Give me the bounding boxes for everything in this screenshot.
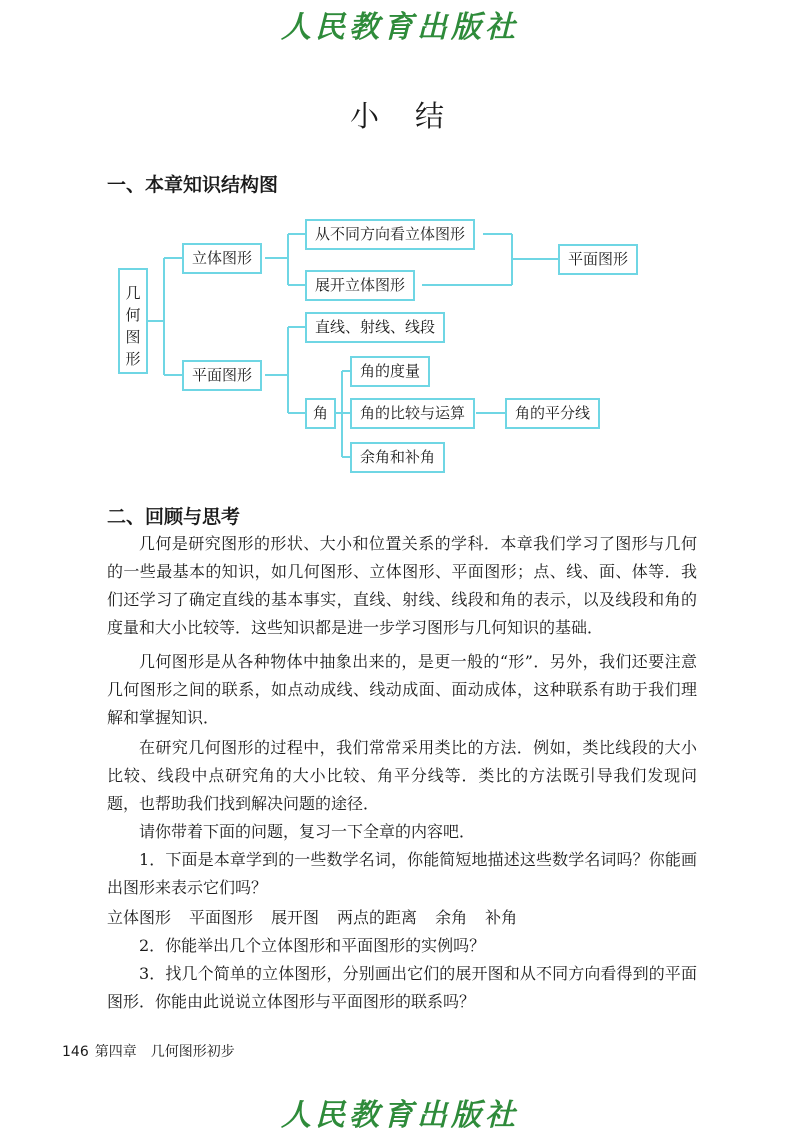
node-view-from-directions-label: 从不同方向看立体图形 — [315, 225, 466, 243]
node-unfold-solid-label: 展开立体图形 — [315, 276, 406, 294]
node-line-ray-segment — [305, 312, 445, 343]
term-item: 两点的距离 — [337, 908, 418, 927]
node-angle-bisector-label: 角的平分线 — [515, 404, 591, 422]
node-geometry-figure-label: 几何图形 — [125, 284, 141, 368]
node-solid-figure — [182, 243, 262, 274]
node-angle-label: 角 — [313, 404, 329, 422]
node-angle — [305, 398, 336, 429]
paragraph-4: 请你带着下面的问题，复习一下全章的内容吧． — [139, 822, 476, 841]
term-item: 平面图形 — [189, 908, 254, 927]
node-geometry-figure — [118, 268, 148, 374]
question-2: 2．你能举出几个立体图形和平面图形的实例吗？ — [139, 936, 486, 955]
node-angle-compare-label: 角的比较与运算 — [360, 404, 466, 422]
node-complementary — [350, 442, 445, 473]
chapter-label: 第四章 几何图形初步 — [94, 1044, 235, 1060]
node-plane-figure-label: 平面图形 — [192, 366, 253, 384]
publisher-logo-top: 人民教育出版社 — [281, 10, 519, 45]
term-item: 余角 — [435, 908, 468, 927]
term-item: 补角 — [485, 908, 518, 927]
paragraph-2: 几何图形是从各种物体中抽象出来的，是更一般的“形”．另外，我们还要注意几何图形之间的联系，如点动成线、线动成面、面动成体，这种联系有助于我们理解和掌握知识． — [107, 652, 697, 727]
node-line-ray-segment-label: 直线、射线、线段 — [315, 318, 436, 336]
node-angle-bisector — [505, 398, 600, 429]
node-complementary-label: 余角和补角 — [360, 448, 436, 466]
page-footer — [62, 1041, 235, 1061]
node-plane-figure-result — [558, 244, 638, 275]
node-solid-figure-label: 立体图形 — [192, 249, 253, 267]
node-plane-figure-result-label: 平面图形 — [568, 250, 629, 268]
section-title-review: 二、回顾与思考 — [107, 506, 241, 528]
paragraph-3: 在研究几何图形的过程中，我们常常采用类比的方法．例如，类比线段的大小比较、线段中点研究角的大小比较、角平分线等．类比的方法既引导我们发现问题，也帮助我们找到解决问题的途径． — [107, 738, 697, 813]
term-list — [107, 904, 697, 932]
question-3: 3．找几个简单的立体图形，分别画出它们的展开图和从不同方向看得到的平面图形．你能由此说说立体图形与平面图形的联系吗？ — [107, 964, 697, 1011]
page-title: 小结 — [349, 99, 480, 133]
section-title-structure: 一、本章知识结构图 — [107, 174, 279, 196]
node-angle-compare — [350, 398, 475, 429]
node-angle-measure — [350, 356, 430, 387]
term-item: 展开图 — [271, 908, 320, 927]
node-plane-figure — [182, 360, 262, 391]
term-item: 立体图形 — [107, 908, 172, 927]
node-view-from-directions — [305, 219, 475, 250]
publisher-logo-bottom: 人民教育出版社 — [281, 1098, 519, 1133]
node-unfold-solid — [305, 270, 415, 301]
node-angle-measure-label: 角的度量 — [360, 362, 421, 380]
question-1: 1．下面是本章学到的一些数学名词，你能简短地描述这些数学名词吗？你能画出图形来表示它们吗？ — [107, 850, 697, 897]
paragraph-1: 几何是研究图形的形状、大小和位置关系的学科．本章我们学习了图形与几何的一些最基本的知识，如几何图形、立体图形、平面图形；点、线、面、体等．我们还学习了确定直线的基本事实，直线、射线、线段和角的表示，以及线段和角的度量和大小比较等．这些知识都是进一步学习图形与几何知识的基础． — [107, 534, 697, 637]
page-number: 146 — [62, 1044, 89, 1060]
